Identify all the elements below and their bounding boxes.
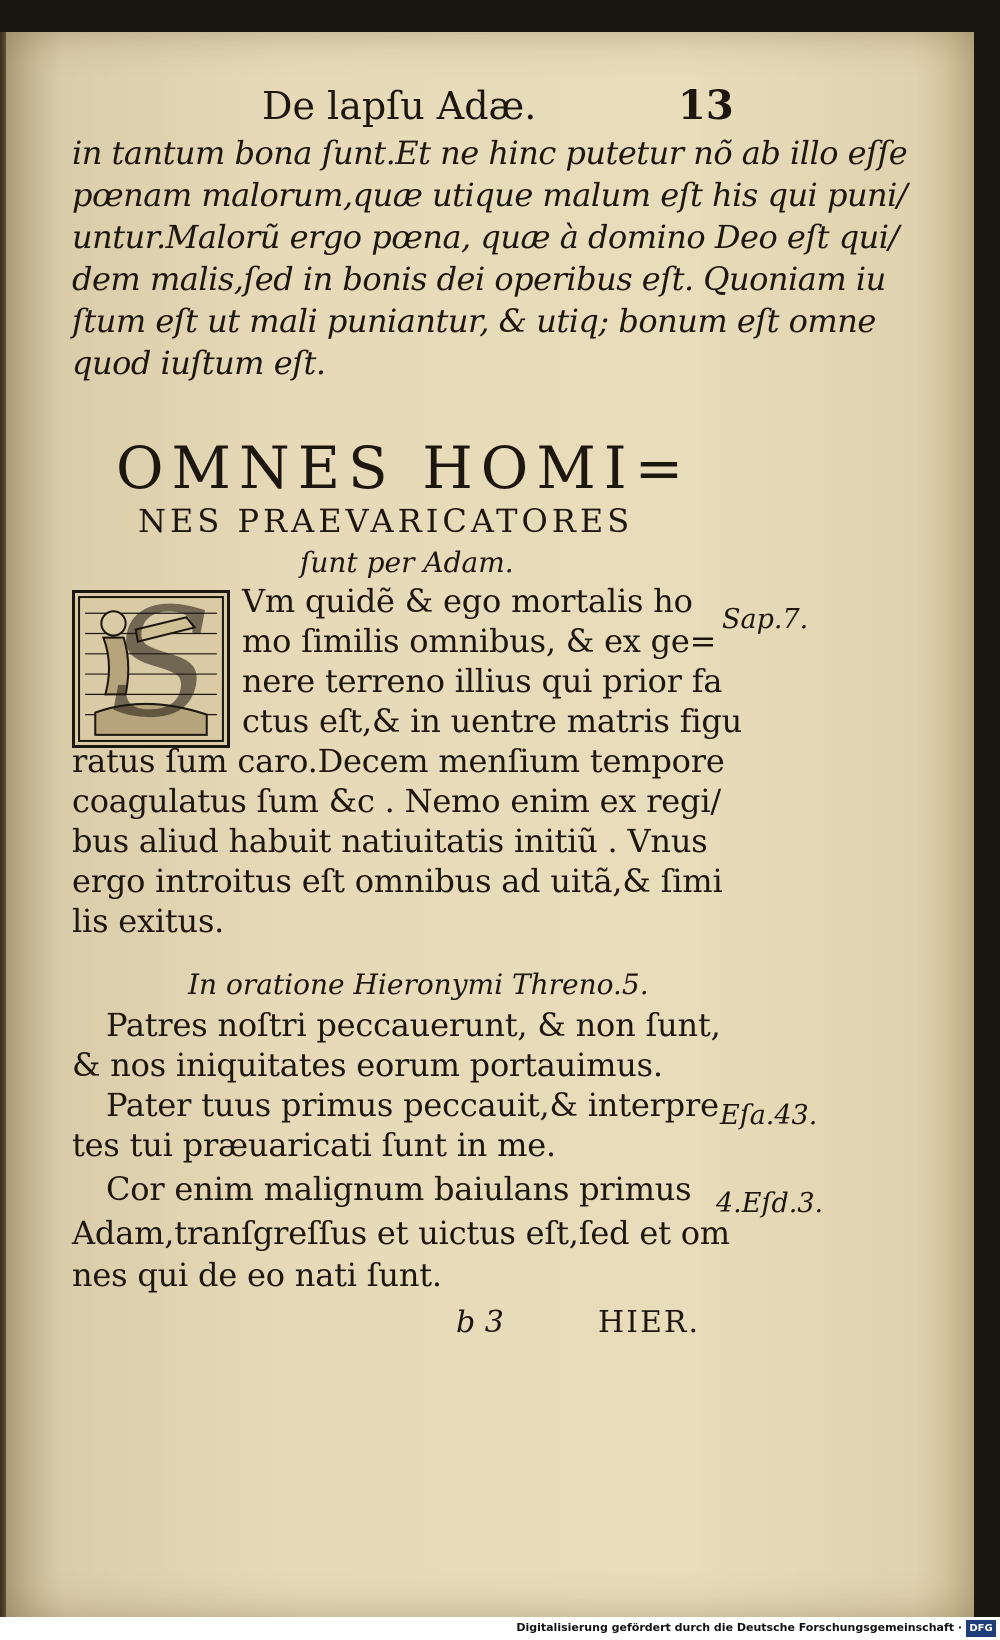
section-heading-line3: ſunt per Adam.: [300, 546, 514, 579]
paragraph-line: Cor enim malignum baiulans primus: [106, 1170, 692, 1208]
body-line: ctus eſt,& in uentre matris figu: [242, 702, 743, 740]
top-paragraph-line: pœnam malorum,quæ utique malum eſt his qui puni/: [72, 176, 908, 214]
top-paragraph-line: ſtum eſt ut mali puniantur, & utiq; bonum eſt omne: [72, 302, 876, 340]
body-line: coagulatus ſum &c . Nemo enim ex regi/: [72, 782, 721, 820]
top-paragraph-line: untur.Malorũ ergo pœna, quæ à domino Deo eſt qui/: [72, 218, 899, 256]
citation-subheading: In oratione Hieronymi Threno.5.: [188, 968, 649, 1001]
body-line: Vm quidẽ & ego mortalis ho: [242, 582, 693, 620]
paragraph-line: tes tui præuaricati ſunt in me.: [72, 1126, 556, 1164]
body-line: bus aliud habuit natiuitatis initiũ . Vnus: [72, 822, 708, 860]
body-line: nere terreno illius qui prior fa: [242, 662, 723, 700]
top-paragraph-line: quod iuſtum eſt.: [72, 344, 326, 382]
top-paragraph-line: dem malis,ſed in bonis dei operibus eſt. Quoniam iu: [72, 260, 886, 298]
margin-note-esd: 4.Eſd.3.: [716, 1188, 824, 1219]
paragraph-line: Adam,tranſgreſſus et uictus eſt,ſed et om: [72, 1214, 730, 1252]
page-number: 13: [678, 82, 734, 129]
footer-bar: [0, 1617, 1000, 1640]
paragraph-line: Patres noſtri peccauerunt, & non ſunt,: [106, 1006, 721, 1044]
margin-note-esa: Eſa.43.: [720, 1100, 818, 1131]
body-line: lis exitus.: [72, 902, 225, 940]
footer-credit-text: Digitalisierung gefördert durch die Deutsche Forschungsgemeinschaft ·: [516, 1621, 962, 1634]
initial-letter-text: S: [109, 577, 212, 751]
paragraph-line: Pater tuus primus peccauit,& interpre: [106, 1086, 719, 1124]
signature-mark: b 3: [456, 1305, 504, 1340]
section-heading-line2: NES PRAEVARICATORES: [138, 502, 634, 540]
paragraph-line: nes qui de eo nati ſunt.: [72, 1256, 442, 1294]
running-header-title: De lapſu Adæ.: [262, 84, 537, 128]
catchword: HIER.: [598, 1305, 701, 1340]
top-paragraph-line: in tantum bona ſunt.Et ne hinc putetur nõ ab illo eſſe: [72, 134, 908, 172]
decorated-initial-letter: [72, 577, 230, 751]
body-line: ergo introitus eſt omnibus ad uitã,& ſimi: [72, 862, 723, 900]
section-heading-line1: OMNES HOMI=: [116, 434, 692, 502]
margin-note-sap: Sap.7.: [722, 604, 809, 635]
dfg-logo: DFG: [966, 1620, 996, 1637]
body-line: ratus ſum caro.Decem menſium tempore: [72, 742, 725, 780]
paragraph-line: & nos iniquitates eorum portauimus.: [72, 1046, 663, 1084]
body-line: mo ſimilis omnibus, & ex ge=: [242, 622, 717, 660]
